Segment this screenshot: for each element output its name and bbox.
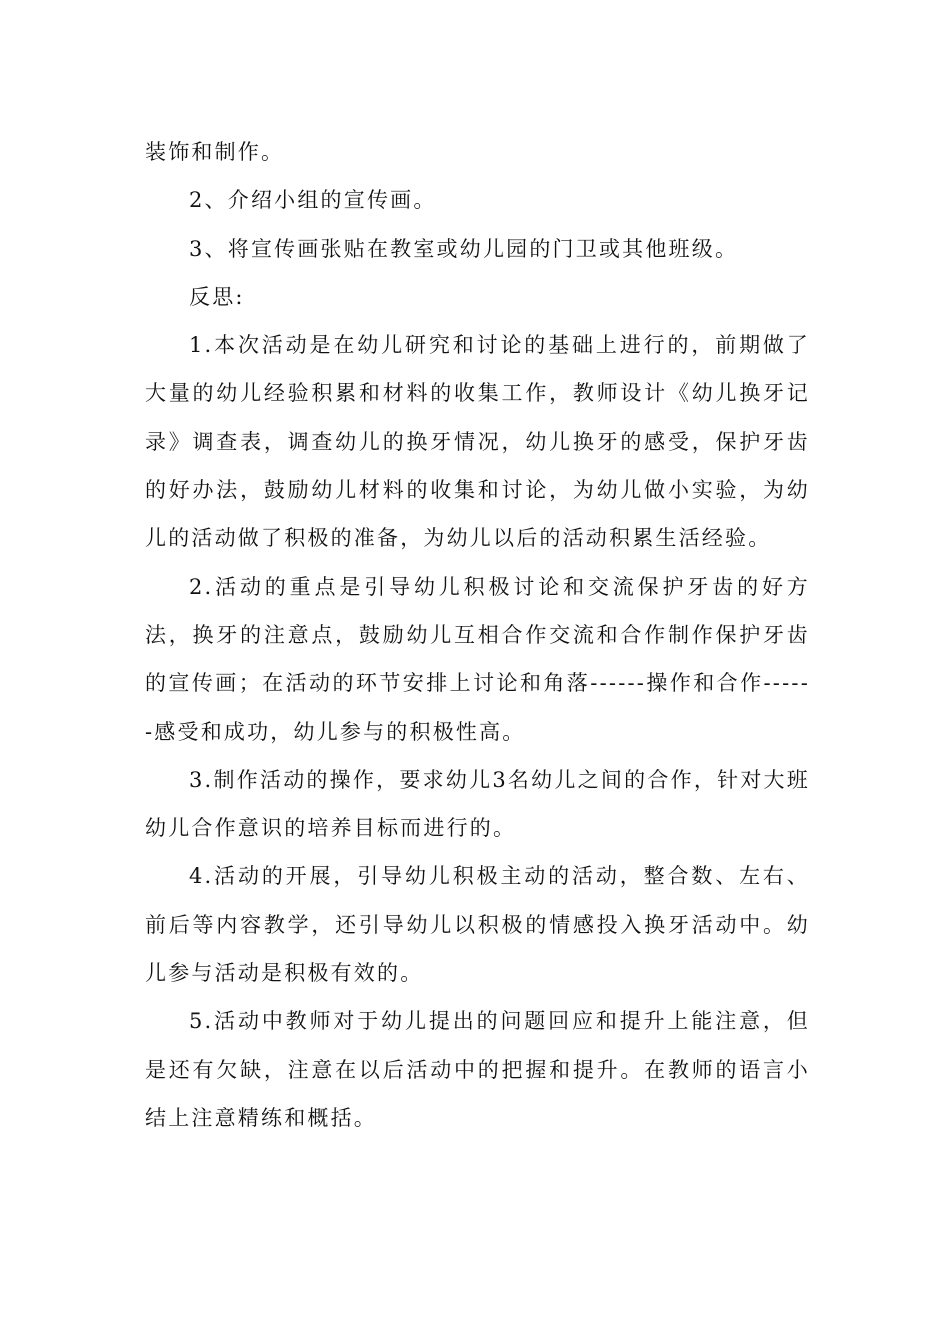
reflection-item-5: 5.活动中教师对于幼儿提出的问题回应和提升上能注意，但是还有欠缺，注意在以后活动中的把握和提升。在教师的语言小结上注意精练和概括。 [145, 1009, 810, 1130]
reflection-item-1: 1.本次活动是在幼儿研究和讨论的基础上进行的，前期做了大量的幼儿经验积累和材料的收集工作，教师设计《幼儿换牙记录》调查表，调查幼儿的换牙情况，幼儿换牙的感受，保护牙齿的好办法，鼓励幼儿材料的收集和讨论，为幼儿做小实验，为幼儿的活动做了积极的准备，为幼儿以后的活动积累生活经验。 [145, 333, 810, 551]
document-body [145, 128, 810, 1142]
paragraph-continuation: 装饰和制作。 [145, 140, 285, 164]
step-2-paragraph: 2、介绍小组的宣传画。 [189, 188, 437, 213]
reflection-item-3: 3.制作活动的操作，要求幼儿3名幼儿之间的合作，针对大班幼儿合作意识的培养目标而进行的。 [145, 767, 810, 841]
reflection-heading: 反思: [189, 284, 245, 309]
reflection-item-2: 2.活动的重点是引导幼儿积极讨论和交流保护牙齿的好方法，换牙的注意点，鼓励幼儿互相合作交流和合作制作保护牙齿的宣传画；在活动的环节安排上讨论和角落------操作和合作------感受和成功，幼儿参与的积极性高。 [145, 574, 810, 744]
reflection-item-4: 4.活动的开展，引导幼儿积极主动的活动，整合数、左右、前后等内容教学，还引导幼儿以积极的情感投入换牙活动中。幼儿参与活动是积极有效的。 [145, 864, 810, 986]
step-3-paragraph: 3、将宣传画张贴在教室或幼儿园的门卫或其他班级。 [189, 236, 739, 261]
